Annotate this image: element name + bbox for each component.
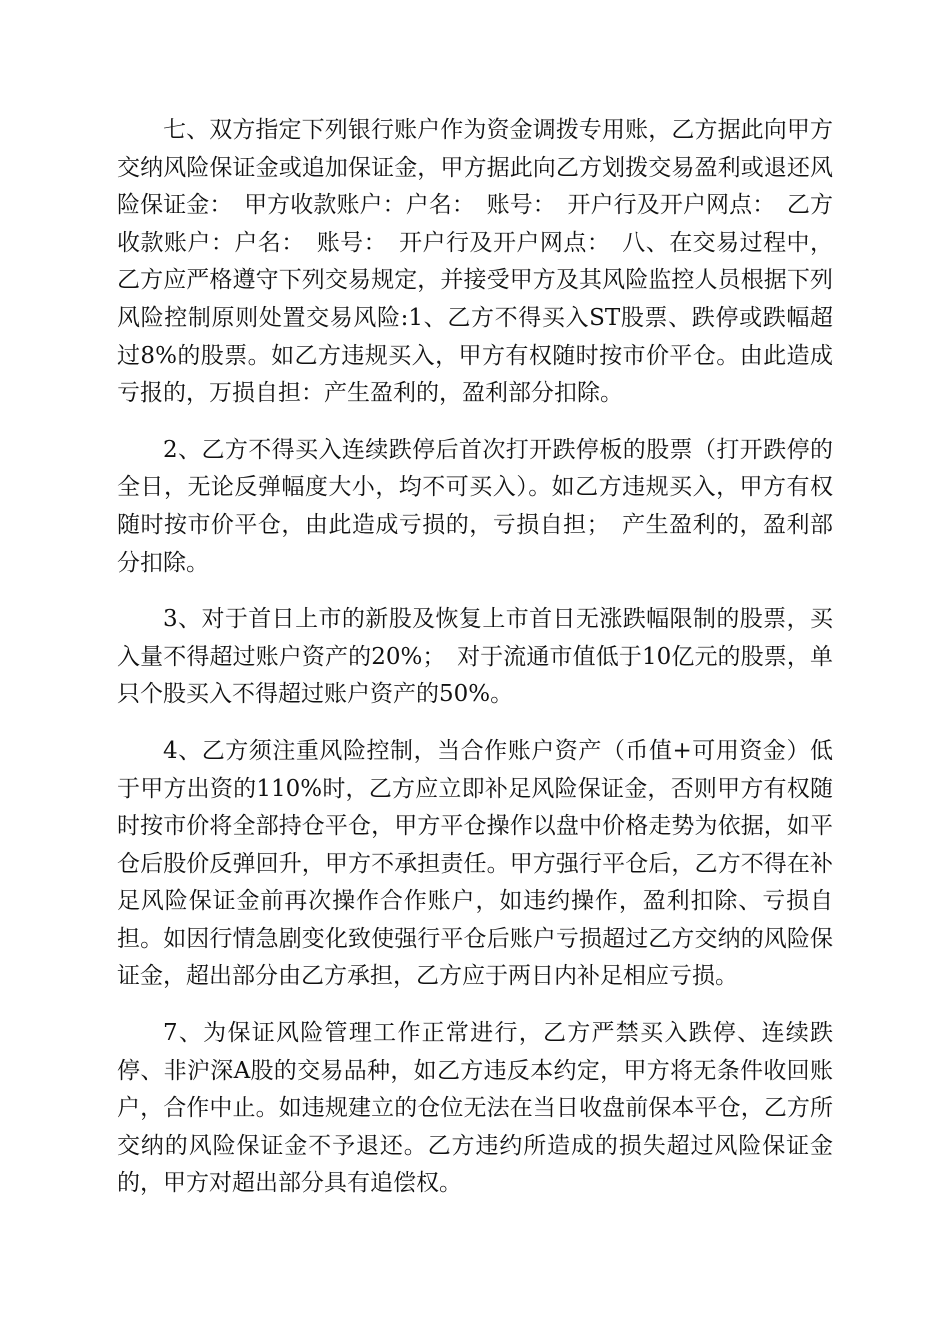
paragraph-clause-7b: 7、为保证风险管理工作正常进行，乙方严禁买入跌停、连续跌停、非沪深A股的交易品种，如乙方违反本约定，甲方将无条件收回账户，合作中止。如违规建立的仓位无法在当日收盘前保本平仓，乙方所交纳的风险保证金不予退还。乙方违约所造成的损失超过风险保证金的，甲方对超出部分具有追偿权。 bbox=[117, 1020, 833, 1197]
paragraph-clause-3: 3、对于首日上市的新股及恢复上市首日无涨跌幅限制的股票，买入量不得超过账户资产的20%； 对于流通市值低于10亿元的股票，单只个股买入不得超过账户资产的50%。 bbox=[117, 606, 833, 708]
paragraph-clause-2: 2、乙方不得买入连续跌停后首次打开跌停板的股票（打开跌停的全日，无论反弹幅度大小，均不可买入）。如乙方违规买入，甲方有权随时按市价平仓，由此造成亏损的，亏损自担； 产生盈利的，盈利部分扣除。 bbox=[117, 436, 833, 576]
paragraph-clause-4: 4、乙方须注重风险控制，当合作账户资产（币值+可用资金）低于甲方出资的110%时，乙方应立即补足风险保证金，否则甲方有权随时按市价将全部持仓平仓，甲方平仓操作以盘中价格走势为依据，如平仓后股价反弹回升，甲方不承担责任。甲方强行平仓后，乙方不得在补足风险保证金前再次操作合作账户，如违约操作，盈利扣除、亏损自担。如因行情急剧变化致使强行平仓后账户亏损超过乙方交纳的风险保证金，超出部分由乙方承担，乙方应于两日内补足相应亏损。 bbox=[117, 737, 833, 990]
paragraph-clause-7-8: 七、双方指定下列银行账户作为资金调拨专用账，乙方据此向甲方交纳风险保证金或追加保证金，甲方据此向乙方划拨交易盈利或退还风险保证金： 甲方收款账户：户名： 账号： 开户行及开户网点： 乙方收款账户：户名： 账号： 开户行及开户网点： 八、在交易过程中，乙方应严格遵守下列交易规定，并接受甲方及其风险监控人员根据下列风险控制原则处置交易风险:1、乙方不得买入ST股票、跌停或跌幅超过8%的股票。如乙方违规买入，甲方有权随时按市价平仓。由此造成亏报的，万损自担：产生盈利的，盈利部分扣除。 bbox=[117, 117, 833, 407]
document-body bbox=[117, 112, 833, 1222]
